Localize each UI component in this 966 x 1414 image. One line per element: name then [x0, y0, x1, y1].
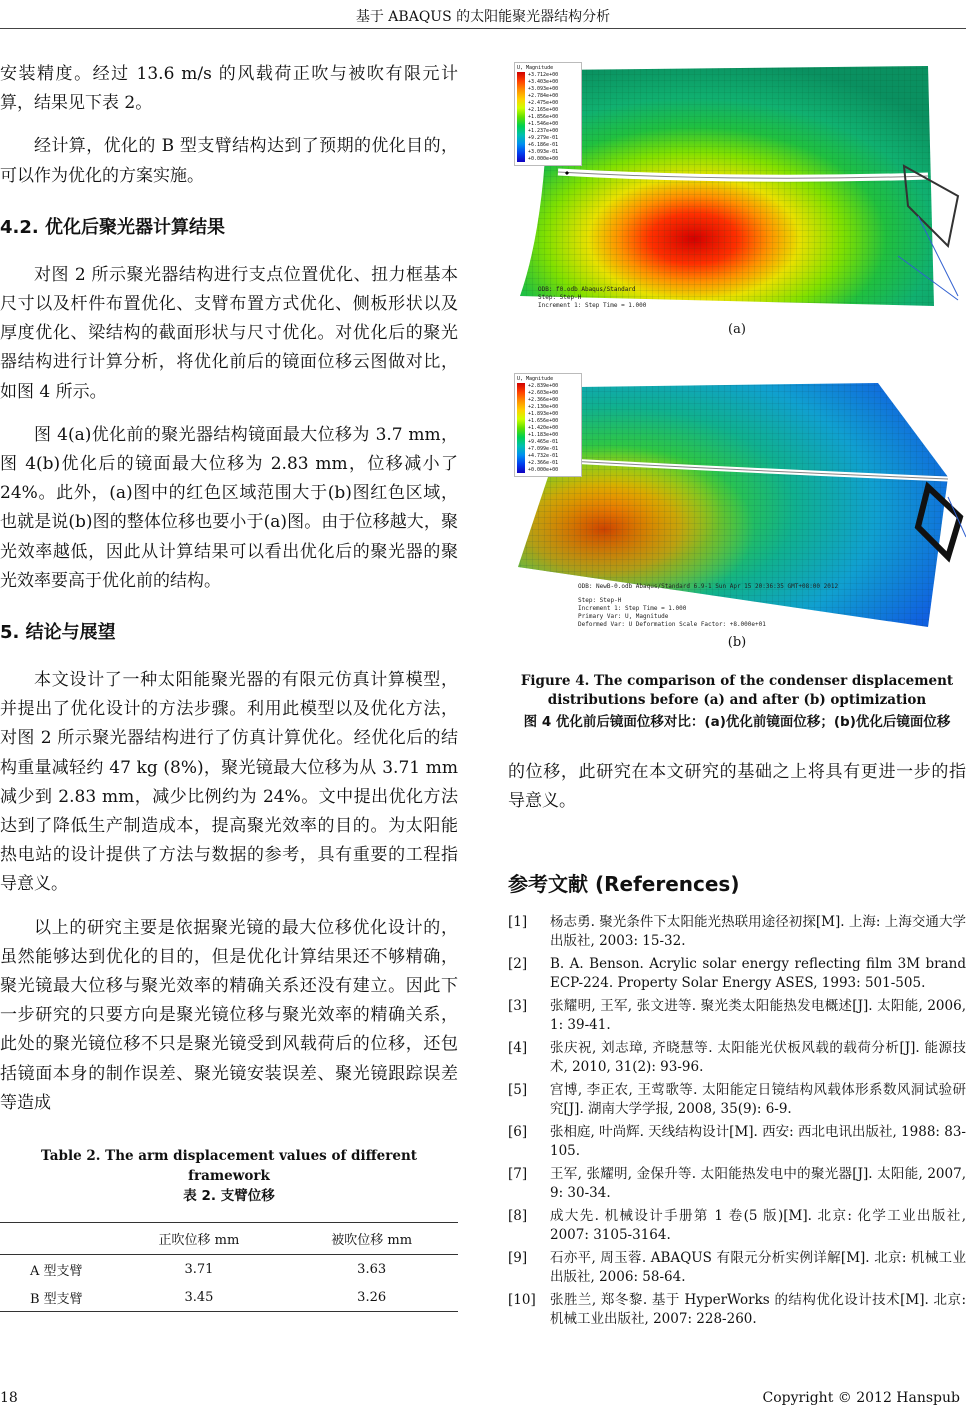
- legend-value: +1.237e+00: [528, 128, 559, 134]
- table-row: [0, 1255, 458, 1284]
- reference-item: [508, 1081, 966, 1119]
- reference-item: [508, 1291, 966, 1329]
- reference-number: [3]: [508, 998, 528, 1015]
- legend-color-bar: [517, 383, 525, 473]
- reference-text: 张庆祝, 刘志璋, 齐晓慧等. 太阳能光伏板风载的载荷分析[J]. 能源技术, 2010, 31(2): 93-96.: [550, 1040, 966, 1076]
- legend-value: +0.000e+00: [528, 467, 559, 473]
- reference-number: [4]: [508, 1040, 528, 1057]
- displacement-table: [0, 1222, 458, 1312]
- table-cell: 3.45: [113, 1283, 286, 1312]
- legend-values: [517, 383, 579, 474]
- reference-item: [508, 997, 966, 1035]
- legend-values: [517, 72, 579, 163]
- table-header: 正吹位移 mm: [113, 1223, 286, 1255]
- table-cell: B 型支臂: [0, 1283, 113, 1312]
- reference-number: [10]: [508, 1292, 536, 1309]
- legend-value: +4.732e-01: [528, 453, 559, 459]
- figure-label-a: (a): [728, 322, 746, 337]
- legend-value: +3.093e+00: [528, 86, 559, 92]
- legend-value: +0.000e+00: [528, 156, 559, 162]
- color-legend-b: [514, 373, 582, 477]
- running-header: 基于 ABAQUS 的太阳能聚光器结构分析: [355, 9, 611, 25]
- reference-text: 杨志勇. 聚光条件下太阳能光热联用途径初探[M]. 上海: 上海交通大学出版社, 2003: 15-32.: [550, 914, 966, 950]
- paragraph: 图 4(a)优化前的聚光器结构镜面最大位移为 3.7 mm，图 4(b)优化后的镜面最大位移为 2.83 mm，位移减小了 24%。此外，(a)图中的红色区域范围大于(b)图红色区域，也就是说(b)图的整体位移也要小于(a)图。由于位移越大，聚光效率越低，因此从计算结果可以看出优化后的聚光器的聚光效率要高于优化前的结构。: [0, 424, 458, 591]
- legend-value: +1.656e+00: [528, 418, 559, 424]
- legend-value: +1.893e+00: [528, 411, 559, 417]
- figure-4b-contour: [508, 367, 966, 627]
- table-header: 被吹位移 mm: [285, 1223, 458, 1255]
- reference-number: [2]: [508, 956, 528, 973]
- legend-value: +2.603e+00: [528, 390, 559, 396]
- table-row: [0, 1283, 458, 1312]
- legend-value: +1.856e+00: [528, 114, 559, 120]
- reference-text: 张胜兰, 郑冬黎. 基于 HyperWorks 的结构优化设计技术[M]. 北京: 机械工业出版社, 2007: 228-260.: [550, 1292, 966, 1328]
- reference-number: [5]: [508, 1082, 528, 1099]
- odb-line: Increment 1: Step Time = 1.000: [578, 605, 687, 612]
- copyright-notice: Copyright © 2012 Hanspub: [762, 1390, 960, 1406]
- legend-value: +6.186e-01: [528, 142, 559, 148]
- left-column: [0, 60, 458, 1312]
- legend-title: U, Magnitude: [517, 376, 554, 382]
- table-header-row: [0, 1223, 458, 1255]
- right-column: [508, 56, 966, 1333]
- legend-value: +1.183e+00: [528, 432, 559, 438]
- legend-value: +2.130e+00: [528, 404, 559, 410]
- reference-text: 宫博, 李正农, 王莺歌等. 太阳能定日镜结构风载体形系数风洞试验研究[J]. 湖南大学学报, 2008, 35(9): 6-9.: [550, 1082, 966, 1118]
- table-caption-cn: 表 2. 支臂位移: [183, 1188, 275, 1205]
- legend-value: +1.546e+00: [528, 121, 559, 127]
- reference-text: 石亦平, 周玉蓉. ABAQUS 有限元分析实例详解[M]. 北京: 机械工业出版社, 2006: 58-64.: [550, 1250, 966, 1286]
- table-caption-en: Table 2. The arm displacement values of different framework: [41, 1148, 417, 1185]
- odb-line: Step: Step-H: [538, 294, 582, 301]
- odb-info-b: [578, 583, 838, 627]
- odb-line: Increment 1: Step Time = 1.000: [538, 302, 647, 309]
- paragraph: 的位移，此研究在本文研究的基础之上将具有更进一步的指导意义。: [508, 762, 966, 812]
- table-cell: A 型支臂: [30, 1264, 83, 1280]
- reference-item: [508, 1207, 966, 1245]
- color-legend-a: [514, 62, 582, 166]
- odb-line: Primary Var: U, Magnitude: [578, 613, 669, 620]
- legend-value: +7.099e-01: [528, 446, 559, 452]
- reference-text: 成大先. 机械设计手册第 1 卷(5 版)[M]. 北京: 化学工业出版社, 2007: 3105-3164.: [550, 1208, 966, 1244]
- reference-number: [8]: [508, 1208, 528, 1225]
- odb-line: Step: Step-H: [578, 597, 622, 604]
- odb-info-a: [538, 286, 646, 310]
- reference-text: B. A. Benson. Acrylic solar energy reflecting film 3M brand ECP-224. Property Solar Energy ASES, 1993: 501-505.: [550, 956, 966, 992]
- legend-value: +2.366e-01: [528, 460, 559, 466]
- header-divider: [0, 28, 966, 29]
- legend-value: +1.420e+00: [528, 425, 559, 431]
- table-cell: 3.71: [184, 1262, 214, 1278]
- page-number: 18: [0, 1390, 18, 1406]
- paragraph: 经计算，优化的 B 型支臂结构达到了预期的优化目的，可以作为优化的方案实施。: [0, 136, 458, 186]
- legend-value: +2.784e+00: [528, 93, 559, 99]
- legend-value: +2.839e+00: [528, 383, 559, 389]
- figure-4a-contour: [508, 56, 966, 314]
- odb-line: ODB: f0.odb Abaqus/Standard: [538, 286, 636, 293]
- legend-value: +2.475e+00: [528, 100, 559, 106]
- legend-value: +2.366e+00: [528, 397, 559, 403]
- figure-caption-en: Figure 4. The comparison of the condenser displacement distributions before (a) and after (b) optimization: [520, 673, 954, 708]
- reference-item: [508, 955, 966, 993]
- references-heading: 参考文献 (References): [508, 872, 740, 897]
- legend-color-bar: [517, 72, 525, 162]
- reference-number: [1]: [508, 914, 528, 931]
- legend-value: +3.093e-01: [528, 149, 559, 155]
- table-header: [0, 1223, 113, 1255]
- table-caption: [0, 1146, 458, 1206]
- reference-text: 王军, 张耀明, 金保升等. 太阳能热发电中的聚光器[J]. 太阳能, 2007, 9: 30-34.: [550, 1166, 966, 1202]
- figure-label-b: (b): [727, 635, 747, 650]
- figure-caption-cn: 图 4 优化前后镜面位移对比：(a)优化前镜面位移；(b)优化后镜面位移: [523, 714, 951, 730]
- paragraph: 对图 2 所示聚光器结构进行支点位置优化、扭力框基本尺寸以及杆件布置优化、支臂布置方式优化、侧板形状以及厚度优化、梁结构的截面形状与尺寸优化。对优化后的聚光器结构进行计算分析，将优化前后的镜面位移云图做对比，如图 4 所示。: [0, 264, 458, 402]
- legend-value: +3.403e+00: [528, 79, 559, 85]
- table-cell: 3.26: [285, 1283, 458, 1312]
- legend-value: +3.712e+00: [528, 72, 559, 78]
- paragraph: 安装精度。经过 13.6 m/s 的风载荷正吹与被吹有限元计算，结果见下表 2。: [0, 64, 458, 114]
- reference-text: 张相庭, 叶尚辉. 天线结构设计[M]. 西安: 西北电讯出版社, 1988: 83-105.: [550, 1124, 966, 1160]
- reference-number: [7]: [508, 1166, 528, 1183]
- reference-item: [508, 1249, 966, 1287]
- legend-value: +2.165e+00: [528, 107, 559, 113]
- table-cell: 3.63: [357, 1262, 387, 1278]
- odb-line: Deformed Var: U Deformation Scale Factor: +8.000e+01: [578, 621, 766, 627]
- paragraph: 本文设计了一种太阳能聚光器的有限元仿真计算模型，并提出了优化设计的方法步骤。利用此模型以及优化方法，对图 2 所示聚光器结构进行了仿真计算优化。经优化后的结构重量减轻约 47 kg (8%)，聚光镜最大位移为从 3.71 mm 减少到 2.83 mm，减少比例约为 24%。文中提出优化方法达到了降低生产制造成本，提高聚光效率的目的。为太阳能热电站的设计提供了方法与数据的参考，具有重要的工程指导意义。: [0, 670, 458, 895]
- reference-list: [508, 913, 966, 1329]
- reference-number: [9]: [508, 1250, 528, 1267]
- reference-item: [508, 1039, 966, 1077]
- legend-value: +9.465e-01: [528, 439, 559, 445]
- reference-item: [508, 913, 966, 951]
- reference-item: [508, 1123, 966, 1161]
- paragraph: 以上的研究主要是依据聚光镜的最大位移优化设计的，虽然能够达到优化的目的，但是优化计算结果还不够精确，聚光镜最大位移与聚光效率的精确关系还没有建立。因此下一步研究的只要方向是聚光镜位移与聚光效率的精确关系，此处的聚光镜位移不只是聚光镜受到风载荷后的位移，还包括镜面本身的制作误差、聚光镜安装误差、聚光镜跟踪误差等造成: [0, 917, 458, 1113]
- section-heading-5: 5. 结论与展望: [0, 622, 116, 644]
- section-heading-4-2: 4.2. 优化后聚光器计算结果: [0, 216, 225, 238]
- legend-value: +9.279e-01: [528, 135, 559, 141]
- reference-number: [6]: [508, 1124, 528, 1141]
- legend-title: U, Magnitude: [517, 65, 554, 71]
- odb-line: ODB: NewB-0.odb Abaqus/Standard 6.9-1 Sun Apr 15 20:36:35 GMT+08:00 2012: [578, 583, 839, 590]
- reference-item: [508, 1165, 966, 1203]
- reference-text: 张耀明, 王军, 张文进等. 聚光类太阳能热发电概述[J]. 太阳能, 2006, 1: 39-41.: [550, 998, 966, 1034]
